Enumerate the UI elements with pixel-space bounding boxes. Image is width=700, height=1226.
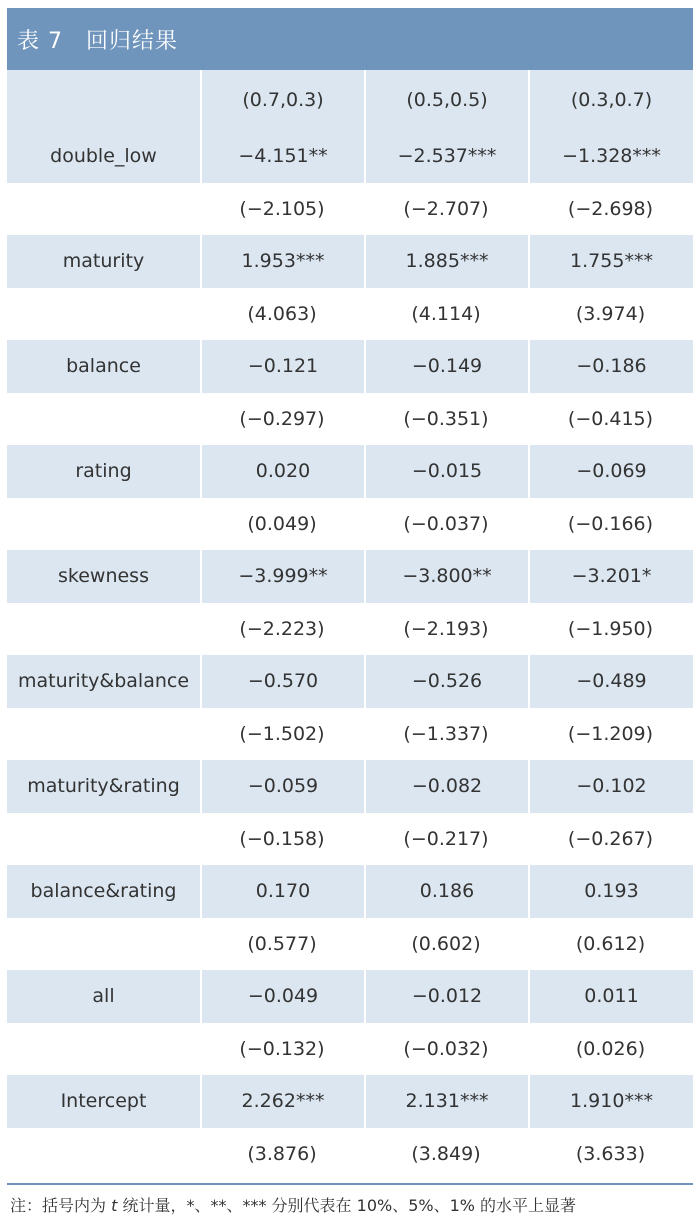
coefficient-cell: −3.201* — [528, 550, 693, 603]
t-statistic-cell: (3.849) — [364, 1128, 528, 1181]
t-statistic-cell: (−2.223) — [200, 603, 364, 656]
t-statistic-row — [7, 498, 693, 551]
blank-label-cell — [7, 1023, 200, 1076]
variable-label: maturity&rating — [7, 760, 200, 813]
coefficient-row — [7, 445, 693, 498]
t-statistic-cell: (−0.217) — [364, 813, 528, 866]
coefficient-row — [7, 1075, 693, 1128]
t-statistic-cell: (−0.297) — [200, 393, 364, 446]
t-statistic-cell: (3.974) — [528, 288, 693, 341]
t-statistic-cell: (4.114) — [364, 288, 528, 341]
t-statistic-cell: (−0.267) — [528, 813, 693, 866]
note-prefix: 注：括号内为 — [10, 1196, 112, 1215]
t-statistic-cell: (−0.158) — [200, 813, 364, 866]
coefficient-row — [7, 130, 693, 183]
column-header-blank — [7, 70, 200, 130]
column-header-3: (0.3,0.7) — [528, 70, 693, 130]
table-title: 表 7 回归结果 — [17, 28, 178, 54]
variable-label: maturity — [7, 235, 200, 288]
coefficient-cell: −0.526 — [364, 655, 528, 708]
t-statistic-row — [7, 393, 693, 446]
variable-label: rating — [7, 445, 200, 498]
coefficient-row — [7, 655, 693, 708]
t-statistic-row — [7, 183, 693, 236]
t-statistic-row — [7, 918, 693, 971]
t-statistic-row — [7, 288, 693, 341]
coefficient-cell: 0.170 — [200, 865, 364, 918]
blank-label-cell — [7, 603, 200, 656]
blank-label-cell — [7, 918, 200, 971]
table-note — [10, 1193, 576, 1216]
coefficient-cell: −0.082 — [364, 760, 528, 813]
t-statistic-cell: (0.577) — [200, 918, 364, 971]
coefficient-cell: −0.049 — [200, 970, 364, 1023]
table-title-bar — [7, 8, 693, 70]
note-suffix: 统计量，*、**、*** 分别代表在 10%、5%、1% 的水平上显著 — [117, 1196, 577, 1215]
coefficient-cell: −4.151** — [200, 130, 364, 183]
coefficient-cell: 1.910*** — [528, 1075, 693, 1128]
variable-label: skewness — [7, 550, 200, 603]
blank-label-cell — [7, 183, 200, 236]
blank-label-cell — [7, 813, 200, 866]
t-statistic-cell: (−0.166) — [528, 498, 693, 551]
variable-label: Intercept — [7, 1075, 200, 1128]
coefficient-row — [7, 550, 693, 603]
t-statistic-cell: (−0.132) — [200, 1023, 364, 1076]
t-statistic-cell: (−2.707) — [364, 183, 528, 236]
regression-results-table — [7, 70, 693, 1180]
t-statistic-cell: (3.876) — [200, 1128, 364, 1181]
column-header-2: (0.5,0.5) — [364, 70, 528, 130]
t-statistic-cell: (3.633) — [528, 1128, 693, 1181]
t-statistic-cell: (−1.209) — [528, 708, 693, 761]
coefficient-cell: −0.570 — [200, 655, 364, 708]
coefficient-cell: 0.020 — [200, 445, 364, 498]
coefficient-row — [7, 235, 693, 288]
coefficient-cell: 2.131*** — [364, 1075, 528, 1128]
t-statistic-cell: (0.612) — [528, 918, 693, 971]
coefficient-cell: 0.011 — [528, 970, 693, 1023]
t-statistic-cell: (−2.193) — [364, 603, 528, 656]
t-statistic-cell: (0.049) — [200, 498, 364, 551]
column-header-1: (0.7,0.3) — [200, 70, 364, 130]
coefficient-cell: −0.121 — [200, 340, 364, 393]
variable-label: double_low — [7, 130, 200, 183]
coefficient-row — [7, 865, 693, 918]
bottom-rule — [7, 1183, 693, 1185]
coefficient-cell: 0.193 — [528, 865, 693, 918]
coefficient-cell: 2.262*** — [200, 1075, 364, 1128]
t-statistic-cell: (−0.415) — [528, 393, 693, 446]
coefficient-cell: −3.999** — [200, 550, 364, 603]
t-statistic-row — [7, 708, 693, 761]
variable-label: balance — [7, 340, 200, 393]
variable-label: balance&rating — [7, 865, 200, 918]
t-statistic-row — [7, 603, 693, 656]
blank-label-cell — [7, 708, 200, 761]
t-statistic-cell: (0.602) — [364, 918, 528, 971]
coefficient-cell: −0.102 — [528, 760, 693, 813]
blank-label-cell — [7, 498, 200, 551]
table-body — [7, 130, 693, 1180]
coefficient-row — [7, 970, 693, 1023]
coefficient-cell: −1.328*** — [528, 130, 693, 183]
t-statistic-cell: (4.063) — [200, 288, 364, 341]
blank-label-cell — [7, 1128, 200, 1181]
coefficient-cell: −0.012 — [364, 970, 528, 1023]
coefficient-cell: 1.755*** — [528, 235, 693, 288]
note-t-variable: t — [111, 1196, 118, 1215]
t-statistic-cell: (−1.337) — [364, 708, 528, 761]
coefficient-cell: −3.800** — [364, 550, 528, 603]
t-statistic-cell: (−2.698) — [528, 183, 693, 236]
t-statistic-cell: (−1.950) — [528, 603, 693, 656]
coefficient-cell: −0.489 — [528, 655, 693, 708]
variable-label: maturity&balance — [7, 655, 200, 708]
coefficient-cell: −0.015 — [364, 445, 528, 498]
coefficient-cell: −0.149 — [364, 340, 528, 393]
t-statistic-cell: (−2.105) — [200, 183, 364, 236]
coefficient-row — [7, 760, 693, 813]
coefficient-cell: −0.069 — [528, 445, 693, 498]
coefficient-cell: −0.186 — [528, 340, 693, 393]
t-statistic-cell: (−1.502) — [200, 708, 364, 761]
t-statistic-cell: (−0.351) — [364, 393, 528, 446]
t-statistic-cell: (−0.032) — [364, 1023, 528, 1076]
t-statistic-row — [7, 1128, 693, 1181]
t-statistic-cell: (−0.037) — [364, 498, 528, 551]
coefficient-row — [7, 340, 693, 393]
blank-label-cell — [7, 288, 200, 341]
t-statistic-row — [7, 813, 693, 866]
coefficient-cell: 1.885*** — [364, 235, 528, 288]
coefficient-cell: 0.186 — [364, 865, 528, 918]
t-statistic-cell: (0.026) — [528, 1023, 693, 1076]
header-row — [7, 70, 693, 130]
coefficient-cell: −2.537*** — [364, 130, 528, 183]
coefficient-cell: −0.059 — [200, 760, 364, 813]
coefficient-cell: 1.953*** — [200, 235, 364, 288]
blank-label-cell — [7, 393, 200, 446]
t-statistic-row — [7, 1023, 693, 1076]
variable-label: all — [7, 970, 200, 1023]
